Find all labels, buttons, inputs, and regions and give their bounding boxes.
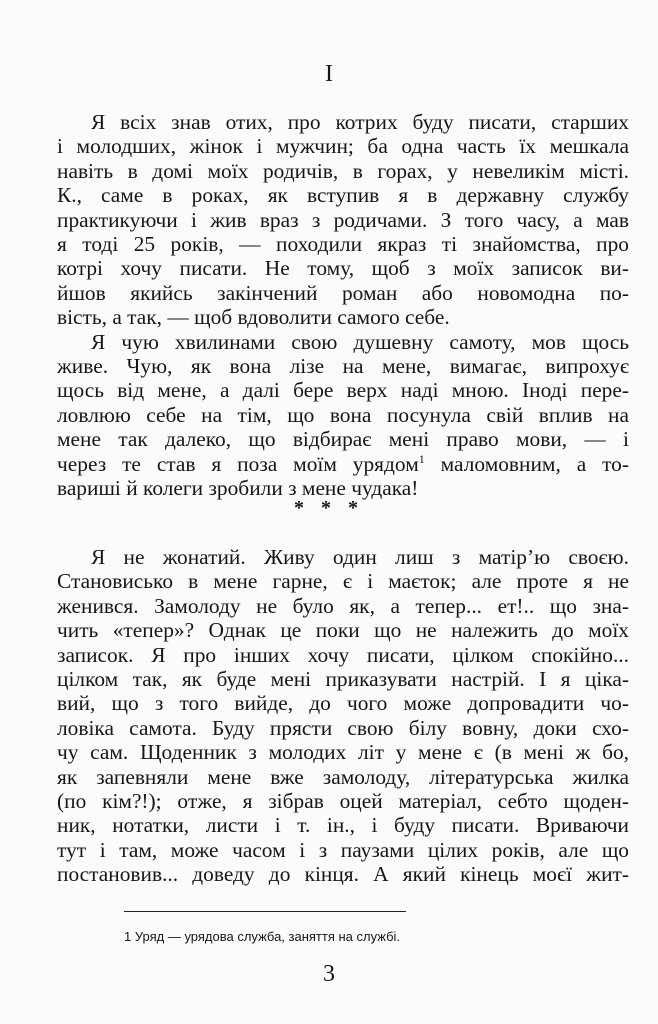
text-line: постановив... доведу до кінця. А який кінець моєї жит- — [57, 862, 629, 887]
text-line: вий, що з того вийде, до чого може допровадити чо- — [57, 691, 629, 716]
main-text-block — [57, 110, 629, 501]
chapter-heading: I — [325, 61, 333, 87]
text-line: як запевняли мене вже замолоду, літературська жилка — [57, 764, 629, 789]
text-line: К., саме в роках, як вступив я в державну службу — [57, 183, 629, 208]
section-separator: * * * — [294, 497, 364, 519]
footnote: 1 Уряд — урядова служба, заняття на службі. — [124, 929, 401, 944]
text-line: Я всіх знав отих, про котрих буду писати, старших — [91, 110, 629, 134]
main-text-block — [57, 545, 629, 887]
text-line: Я не жонатий. Живу один лиш з матір’ю своєю. — [91, 545, 629, 569]
text-fragment: маломовним, а то- — [440, 451, 629, 476]
text-line: щось від мене, а далі бере верх наді мною. Іноді пере- — [57, 378, 629, 403]
text-line: ловлюю себе на тім, що вона посунула свій вплив на — [57, 402, 629, 427]
paragraph — [57, 330, 629, 501]
text-line: ловіка самота. Буду прясти свою білу вовну, доки схо- — [57, 715, 629, 740]
text-line: вість, а так, — щоб вдоволити самого себе. — [57, 305, 450, 330]
text-line: записок. Я про інших хочу писати, цілком спокійно... — [57, 642, 629, 667]
text-line: тут і там, може часом і з паузами цілих років, але що — [57, 837, 629, 862]
text-line: чить «тепер»? Однак це поки що не належить до моїх — [57, 618, 629, 643]
footnote-divider — [124, 911, 406, 912]
text-line: і молодших, жінок і мужчин; ба одна часть їх мешкала — [57, 134, 629, 159]
text-line: котрі хочу писати. Не тому, щоб з моїх записок ви- — [57, 256, 629, 281]
text-line: Становисько в мене гарне, є і маєток; але проте я не — [57, 569, 629, 594]
text-line-with-footnote — [57, 452, 629, 476]
text-line: цілком так, як буде мені приказувати настрій. І я ціка- — [57, 667, 629, 692]
text-line: чу сам. Щоденник з молодих літ у мене є (в мені ж бо, — [57, 740, 629, 765]
text-line: практикуючи і жив враз з родичами. З того часу, а мав — [57, 207, 629, 232]
text-line: вариші й колеги зробили з мене чудака! — [57, 476, 419, 501]
text-fragment: через те став я поза моїм урядом — [57, 451, 419, 476]
text-line: йшов якийсь закінчений роман або новомодна по- — [57, 280, 629, 305]
text-line: живе. Чую, як вона лізе на мене, вимагає, випрохує — [57, 354, 629, 379]
text-line: (по кім?!); отже, я зібрав оцей матеріал, себто щоден- — [57, 789, 629, 814]
page-number: 3 — [323, 961, 335, 987]
text-line: Я чую хвилинами свою душевну самоту, мов щось — [91, 329, 629, 354]
text-line: навіть в домі моїх родичів, в горах, у невеликім місті. — [57, 158, 629, 183]
text-line: я тоді 25 років, — походили якраз ті знайомства, про — [57, 232, 629, 257]
paragraph — [57, 545, 629, 887]
text-line: женився. Замолоду не було як, а тепер... ет!.. що зна- — [57, 593, 629, 618]
text-line: мене так далеко, що відбирає мені право мови, — і — [57, 427, 629, 452]
footnote-mark: 1 — [418, 451, 425, 466]
text-line: ник, нотатки, листи і т. ін., і буду писати. Вриваючи — [57, 813, 629, 838]
paragraph — [57, 110, 629, 330]
